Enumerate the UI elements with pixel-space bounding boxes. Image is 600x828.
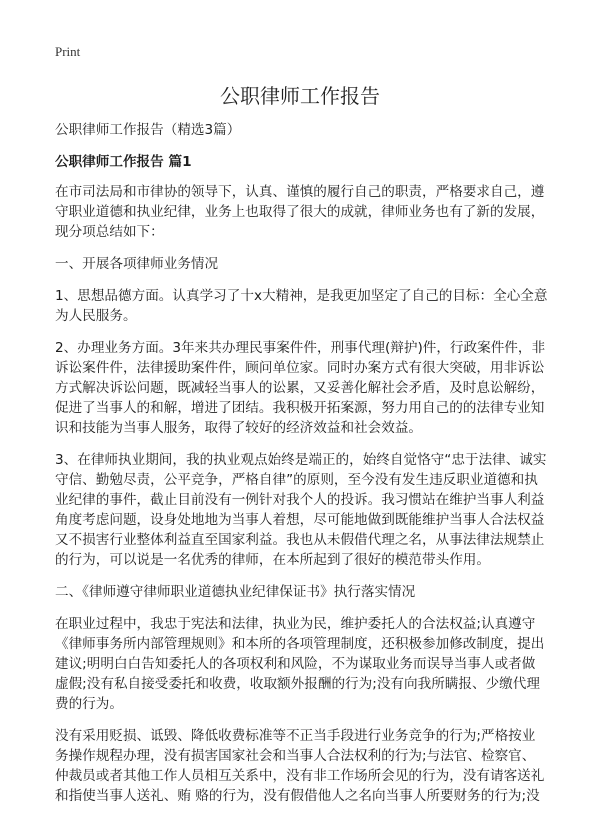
print-link[interactable]: Print xyxy=(55,44,81,59)
text-line: 费的行为。 xyxy=(55,696,123,712)
text-line: 务操作规程办理，没有损害国家社会和当事人合法权利的行为;与法官、检察官、 xyxy=(55,748,536,764)
text-line: 建议;明明白白告知委托人的各项权利和风险，不为谋取业务而误导当事人或者做 xyxy=(55,656,536,672)
text-line: 2、办理业务方面。3年来共办理民事案件件，刑事代理(辩护)件，行政案件件，非 xyxy=(55,340,546,356)
text-line: 守职业道德和执业纪律，业务上也取得了很大的成就，律师业务也有了新的发展， xyxy=(55,204,545,220)
paragraph xyxy=(55,254,555,274)
paragraph xyxy=(55,182,555,242)
paragraph xyxy=(55,614,555,714)
text-line: 又不损害行业整体利益直至国家利益。我也从未假借代理之名，从事法律法规禁止 xyxy=(55,532,545,548)
text-line: 在市司法局和市律协的领导下，认真、谨慎的履行自己的职责，严格要求自己，遵 xyxy=(55,184,545,200)
document-title: 公职律师工作报告 xyxy=(220,84,380,108)
text-line: 为人民服务。 xyxy=(55,308,137,324)
text-line: 业纪律的事件，截止目前没有一例针对我个人的投诉。我习惯站在维护当事人利益 xyxy=(55,492,545,508)
paragraph xyxy=(55,450,555,570)
text-line: 角度考虑问题，设身处地地为当事人着想，尽可能地做到既能维护当事人合法权益 xyxy=(55,512,545,528)
paragraphs xyxy=(55,182,555,806)
text-line: 3、在律师执业期间，我的执业观点始终是端正的，始终自觉恪守“忠于法律、诚实 xyxy=(55,452,547,468)
subtitle: 公职律师工作报告（精选3篇） xyxy=(55,122,241,138)
section-heading: 公职律师工作报告 篇1 xyxy=(55,154,192,170)
text-line: 虚假;没有私自接受委托和收费，收取额外报酬的行为;没有向我所瞒报、少缴代理 xyxy=(55,676,540,692)
text-line: 促进了当事人的和解，增进了团结。我积极开拓案源，努力用自己的的法律专业知 xyxy=(55,400,545,416)
text-line: 和指使当事人送礼、贿 赂的行为，没有假借他人之名向当事人所要财务的行为;没 xyxy=(55,788,540,804)
paragraph xyxy=(55,286,555,326)
document-body xyxy=(55,120,555,818)
paragraph xyxy=(55,582,555,602)
paragraph xyxy=(55,726,555,806)
text-line: 守信、勤勉尽责，公平竞争，严格自律”的原则，至今没有发生违反职业道德和执 xyxy=(55,472,538,488)
text-line: 诉讼案件件，法律援助案件件，顾问单位家。同时办案方式有很大突破，用非诉讼 xyxy=(55,360,545,376)
text-line: 没有采用贬损、诋毁、降低收费标准等不正当手段进行业务竞争的行为;严格按业 xyxy=(55,728,536,744)
text-line: 识和技能为当事人服务，取得了较好的经济效益和社会效益。 xyxy=(55,420,423,436)
text-line: 现分项总结如下： xyxy=(55,224,164,240)
text-line: 在职业过程中，我忠于宪法和法律，执业为民，维护委托人的合法权益;认真遵守 xyxy=(55,616,536,632)
text-line: 二、《律师遵守律师职业道德执业纪律保证书》执行落实情况 xyxy=(55,584,416,600)
text-line: 一、开展各项律师业务情况 xyxy=(55,256,219,272)
text-line: 的行为，可以说是一名优秀的律师，在本所起到了很好的模范带头作用。 xyxy=(55,552,490,568)
text-line: 仲裁员或者其他工作人员相互关系中，没有非工作场所会见的行为，没有请客送礼 xyxy=(55,768,545,784)
text-line: 《律师事务所内部管理规则》和本所的各项管理制度，还积极参加修改制度，提出 xyxy=(55,636,545,652)
paragraph xyxy=(55,338,555,438)
text-line: 1、思想品德方面。认真学习了十x大精神，是我更加坚定了自己的目标：全心全意 xyxy=(55,288,548,304)
text-line: 方式解决诉讼问题，既减轻当事人的讼累，又妥善化解社会矛盾，及时息讼解纷， xyxy=(55,380,545,396)
